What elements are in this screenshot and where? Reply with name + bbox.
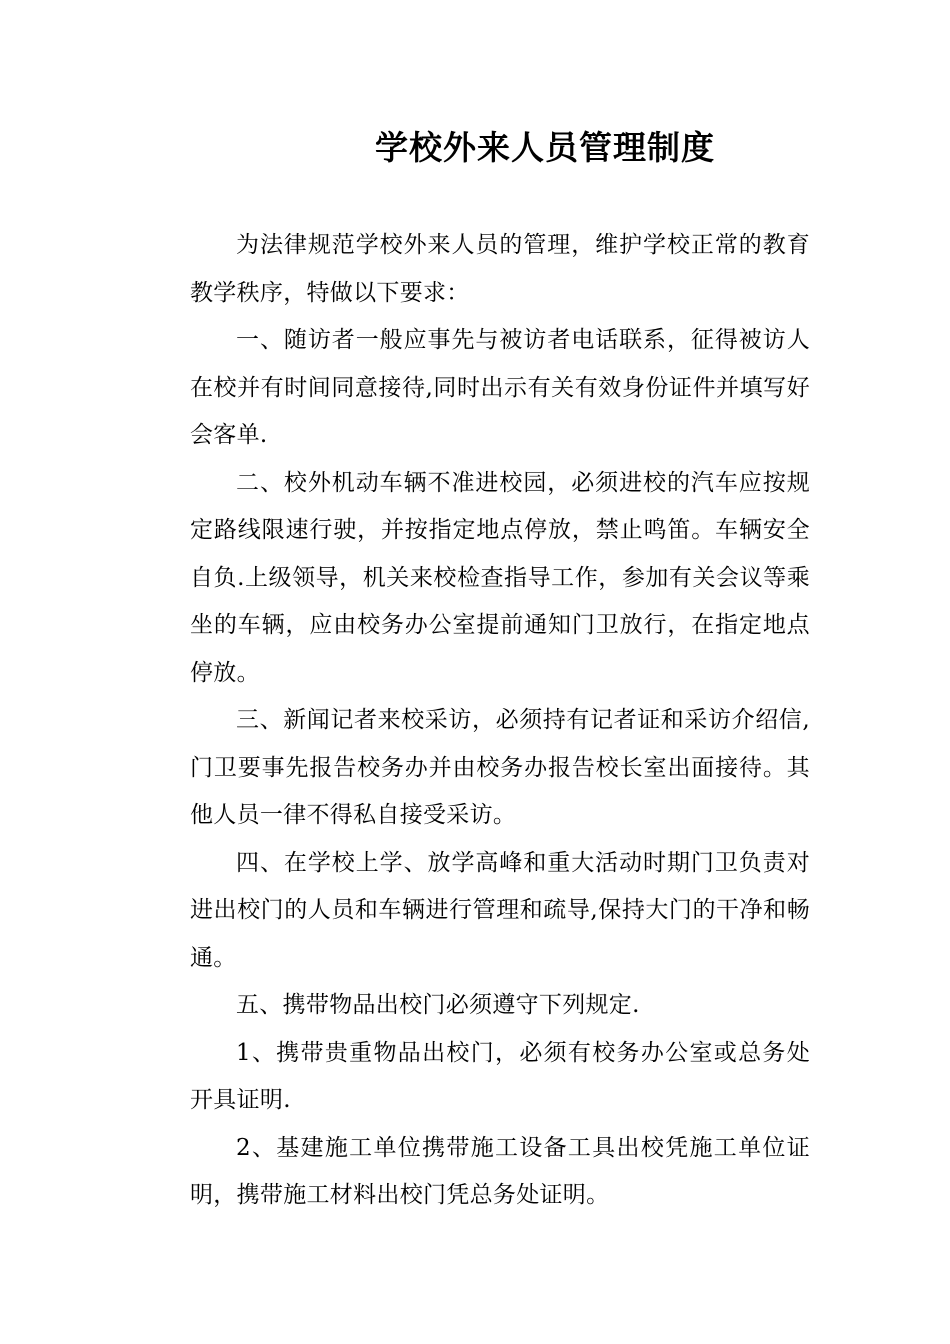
paragraph-intro: 为法律规范学校外来人员的管理，维护学校正常的教育教学秩序，特做以下要求：	[190, 232, 810, 306]
paragraph-rule-2: 二、校外机动车辆不准进校园，必须进校的汽车应按规定路线限速行驶，并按指定地点停放，禁止鸣笛。车辆安全自负.上级领导，机关来校检查指导工作，参加有关会议等乘坐的车辆，应由校务办公室提前通知门卫放行，在指定地点停放。	[190, 469, 810, 686]
document-title: 学校外来人员管理制度	[375, 128, 715, 167]
paragraph-rule-5: 五、携带物品出校门必须遵守下列规定.	[236, 992, 640, 1018]
paragraph-rule-3: 三、新闻记者来校采访，必须持有记者证和采访介绍信,门卫要事先报告校务办并由校务办报告校长室出面接待。其他人员一律不得私自接受采访。	[190, 707, 810, 828]
paragraph-rule-5-item-1: 1、携带贵重物品出校门，必须有校务办公室或总务处开具证明.	[190, 1039, 810, 1113]
document-body	[190, 222, 810, 1220]
paragraph-rule-5-item-2: 2、基建施工单位携带施工设备工具出校凭施工单位证明，携带施工材料出校门凭总务处证明。	[190, 1134, 810, 1208]
paragraph-rule-4: 四、在学校上学、放学高峰和重大活动时期门卫负责对进出校门的人员和车辆进行管理和疏导,保持大门的干净和畅通。	[190, 849, 810, 971]
paragraph-rule-1: 一、随访者一般应事先与被访者电话联系，征得被访人在校并有时间同意接待,同时出示有关有效身份证件并填写好会客单.	[190, 327, 810, 448]
